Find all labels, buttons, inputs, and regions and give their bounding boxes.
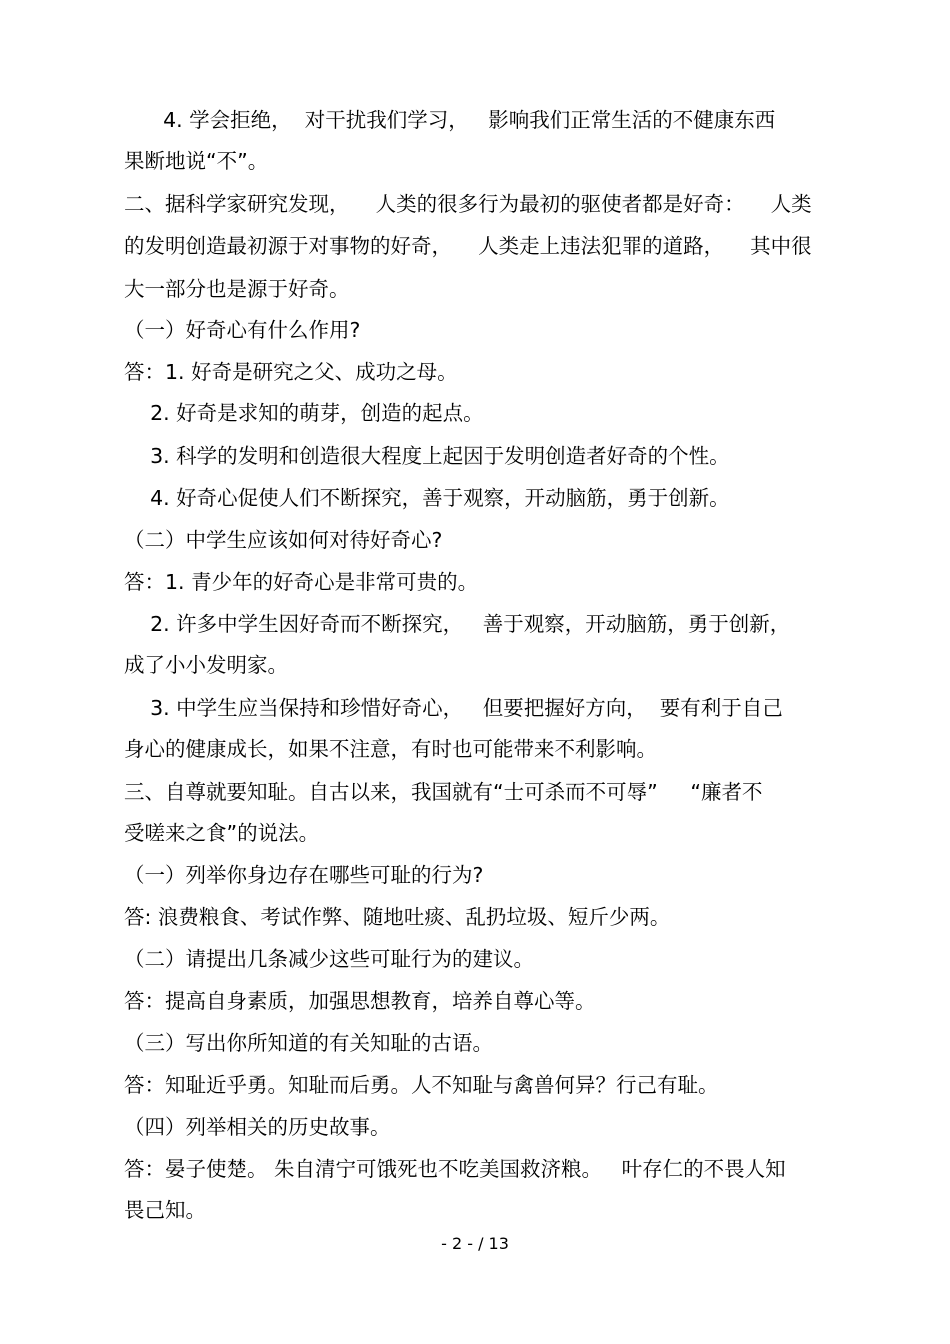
section-heading: （三）写出你所知道的有关知耻的古语。 [124,1031,493,1055]
section-heading: （一）列举你身边存在哪些可耻的行为? [124,863,484,887]
answer-line: 身心的健康成长，如果不注意，有时也可能带来不利影响。 [124,737,657,761]
text-line: 大一部分也是源于好奇。 [124,277,350,301]
section-heading: （四）列举相关的历史故事。 [124,1115,391,1139]
text-line: 受嗟来之食”的说法。 [124,821,320,845]
answer-line: 答: 浪费粮食、考试作弊、随地吐痰、乱扔垃圾、短斤少两。 [124,905,671,929]
section-heading: （二）中学生应该如何对待好奇心? [124,528,443,552]
answer-line: 畏己知。 [124,1198,206,1222]
page-number: - 2 - / 13 [441,1234,509,1253]
text-line: 4. 学会拒绝， 对干扰我们学习， 影响我们正常生活的不健康东西 [124,108,776,132]
text-line: 二、据科学家研究发现， 人类的很多行为最初的驱使者都是好奇： 人类 [124,192,812,216]
answer-line: 3. 科学的发明和创造很大程度上起因于发明创造者好奇的个性。 [124,444,730,468]
answer-line: 2. 好奇是求知的萌芽，创造的起点。 [124,401,484,425]
answer-line: 答：1. 青少年的好奇心是非常可贵的。 [124,570,479,594]
section-heading: （二）请提出几条减少这些可耻行为的建议。 [124,947,534,971]
answer-line: 答：提高自身素质，加强思想教育，培养自尊心等。 [124,989,596,1013]
answer-line: 4. 好奇心促使人们不断探究，善于观察，开动脑筋，勇于创新。 [124,486,730,510]
text-line: 三、自尊就要知耻。自古以来，我国就有“士可杀而不可辱” “廉者不 [124,780,763,804]
answer-line: 答：晏子使楚。 朱自清宁可饿死也不吃美国救济粮。 叶存仁的不畏人知 [124,1157,786,1181]
text-line: 的发明创造最初源于对事物的好奇， 人类走上违法犯罪的道路， 其中很 [124,234,812,258]
answer-line: 答：知耻近乎勇。知耻而后勇。人不知耻与禽兽何异？行己有耻。 [124,1073,719,1097]
answer-line: 答：1. 好奇是研究之父、成功之母。 [124,360,458,384]
answer-line: 成了小小发明家。 [124,653,288,677]
answer-line: 2. 许多中学生因好奇而不断探究， 善于观察，开动脑筋，勇于创新， [124,612,791,636]
text-line: 果断地说“不”。 [124,149,269,173]
answer-line: 3. 中学生应当保持和珍惜好奇心， 但要把握好方向， 要有利于自己 [124,696,783,720]
section-heading: （一）好奇心有什么作用? [124,318,361,342]
